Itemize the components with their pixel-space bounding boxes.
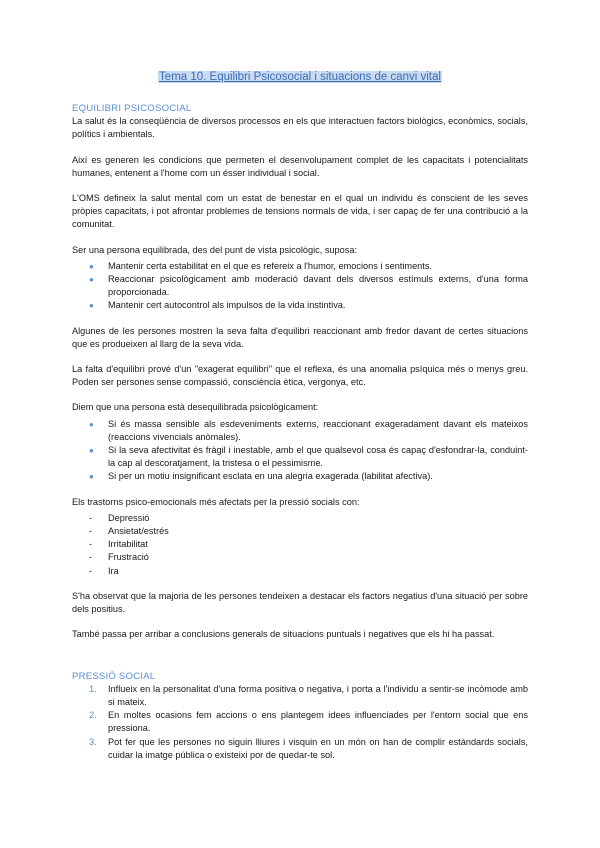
paragraph: La salut és la conseqüència de diversos processos en els que interactuen factors biològics, econòmics, socials, polítics i ambientals.	[72, 116, 528, 140]
bullet-icon: ●	[89, 261, 94, 271]
numbered-list-pressio	[72, 683, 528, 762]
dash-icon: -	[89, 552, 93, 563]
bullet-icon: ●	[89, 419, 94, 429]
list-item: ● Mantenir cert autocontrol als impulsos de la vida instintiva.	[72, 299, 528, 312]
bullet-icon: ●	[89, 472, 94, 482]
bullet-icon: ●	[89, 275, 94, 285]
number-marker: 2.	[89, 710, 97, 721]
list-item: ● Si per un motiu insignificant esclata en una alegria exagerada (labilitat afectiva).	[72, 470, 528, 483]
section-heading-equilibri: EQUILIBRI PSICOSOCIAL	[72, 103, 192, 114]
list-item: - Frustració	[72, 551, 528, 564]
document-title-text: Tema 10. Equilibri Psicosocial i situacions de canvi vital	[159, 71, 441, 83]
dash-icon: -	[89, 512, 93, 523]
paragraph: La falta d'equilibri prové d'un "exagerat equilibri" que el reflexa, és una anomalia psíquica més o menys greu. Poden ser persones sense compassió, consciència ètica, vergonya, etc.	[72, 364, 528, 388]
paragraph: Algunes de les persones mostren la seva falta d'equilibri reaccionant amb fredor davant de certes situacions que es produeixen al llarg de la seva vida.	[72, 325, 528, 349]
document-title	[72, 70, 528, 85]
number-marker: 3.	[89, 736, 97, 747]
paragraph: Ser una persona equilibrada, des del punt de vista psicològic, suposa:	[72, 244, 357, 255]
paragraph: L'OMS defineix la salut mental com un estat de benestar en el qual un individu és conscient de les seves pròpies capacitats, i pot afrontar problemes de tensions normals de vida, i ser capaç de fer una contribució a la comunitat.	[72, 193, 528, 230]
paragraph: Diem que una persona està desequilibrada psicològicament:	[72, 402, 319, 413]
list-item: ● Si la seva afectivitat és fràgil i inestable, amb el que qualsevol cosa és capaç d'esfondrar-la, conduint-la cap al descoratjament, la tristesa o el pessimisme.	[89, 445, 528, 469]
bullet-icon: ●	[89, 301, 94, 311]
list-item: ● Si és massa sensible als esdeveniments externs, reaccionant exageradament davant els mateixos (reaccions vivencials anòmales).	[89, 418, 528, 442]
bullet-list-desequilibrada	[72, 418, 528, 484]
list-item: 1. Influeix en la personalitat d'una forma positiva o negativa, i porta a l'individu a sentir-se incòmode amb si mateix.	[89, 683, 528, 707]
list-item: - Ira	[72, 565, 528, 578]
section-heading-pressio-social: PRESSIÓ SOCIAL	[72, 670, 156, 682]
dash-icon: -	[89, 526, 93, 537]
paragraph: Així es generen les condicions que permeten el desenvolupament complet de les capacitats i potencialitats humanes, entenent a l'home com un ésser individual i social.	[72, 154, 528, 178]
paragraph: També passa per arribar a conclusions generals de situacions puntuals i negatives que els hi ha passat.	[72, 629, 495, 640]
list-item: - Depressió	[72, 512, 528, 525]
dash-list-trastorns	[72, 512, 528, 578]
list-item: ● Mantenir certa estabilitat en el que es refereix a l'humor, emocions i sentiments.	[72, 260, 528, 273]
dash-icon: -	[89, 539, 93, 550]
list-item: - Ansietat/estrés	[72, 525, 528, 538]
number-marker: 1.	[89, 683, 97, 694]
list-item: ● Reaccionar psicològicament amb moderació davant dels diversos estímuls externs, d'una forma proporcionada.	[89, 274, 528, 298]
bullet-list-equilibrada	[72, 260, 528, 313]
bullet-icon: ●	[89, 446, 94, 456]
list-item: - Irritabilitat	[72, 538, 528, 551]
list-item: 3. Pot fer que les persones no siguin lliures i visquin en un món on han de complir estàndards socials, cuidar la imatge pública o existeixi por de quedar-te sol.	[89, 736, 528, 760]
paragraph: Els trastorns psico-emocionals més afectats per la pressió socials con:	[72, 496, 360, 507]
dash-icon: -	[89, 565, 93, 576]
list-item: 2. En moltes ocasions fem accions o ens plantegem idees influenciades per l'entorn social que ens pressiona.	[89, 710, 528, 734]
paragraph: S'ha observat que la majoria de les persones tendeixen a destacar els factors negatius d'una situació per sobre dels positius.	[72, 590, 528, 615]
